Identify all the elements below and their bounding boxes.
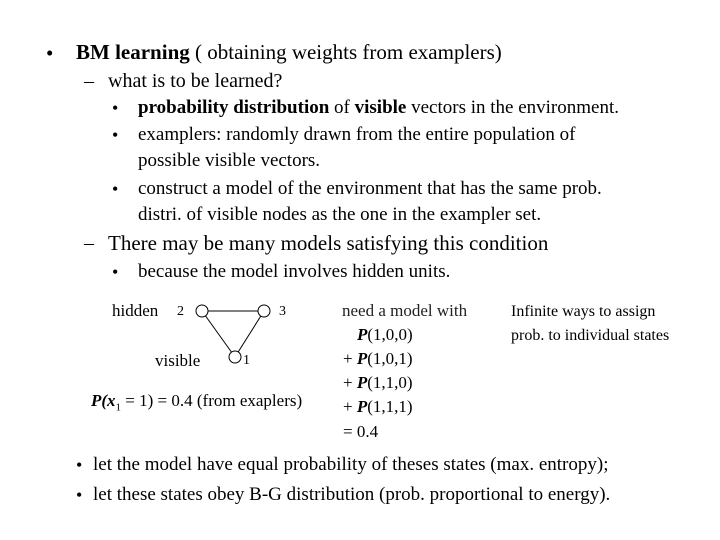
item3-line2: distri. of visible nodes as the one in the exampler set.	[138, 204, 542, 225]
model-term-3: + P(1,1,0)	[343, 373, 413, 392]
node-2-label: 2	[177, 304, 184, 319]
model-heading: need a model with	[342, 301, 468, 320]
eq-prefix: P(	[91, 391, 108, 410]
bullet-icon: •	[76, 485, 83, 505]
dash-icon: –	[84, 70, 94, 92]
bullet-icon: •	[46, 41, 54, 65]
bullet1-text	[76, 40, 502, 65]
node-3	[258, 305, 270, 317]
eq-sub: 1	[115, 401, 122, 414]
edge-2-1	[202, 311, 235, 357]
bullet1-bold: BM learning	[76, 40, 190, 64]
model-term-1: P(1,0,0)	[357, 325, 413, 344]
bullet-icon: •	[112, 179, 119, 199]
plus-sign: +	[343, 373, 353, 392]
item1-bold-2: visible	[354, 97, 407, 118]
subheading-1: what is to be learned?	[108, 70, 283, 92]
bottom-line-2: let these states obey B-G distribution (prob. proportional to energy).	[93, 484, 611, 505]
probability-equation	[91, 391, 302, 413]
hidden-label: hidden	[112, 301, 159, 320]
plus-sign: +	[343, 397, 353, 416]
term-2-text: (1,0,1)	[367, 349, 413, 368]
eq-rest: = 1) = 0.4 (from exaplers)	[125, 391, 303, 410]
item2-line2: possible visible vectors.	[138, 150, 321, 171]
bottom-line-1: let the model have equal probability of theses states (max. entropy);	[93, 454, 609, 475]
item1-rest: vectors in the environment.	[411, 97, 619, 118]
network-graph	[180, 295, 290, 370]
item2-line1: examplers: randomly drawn from the entire population of	[138, 124, 576, 145]
item4-line: because the model involves hidden units.	[138, 261, 451, 282]
node-1-label: 1	[243, 353, 250, 368]
node-2	[196, 305, 208, 317]
eq-var: x	[107, 391, 116, 410]
visible-label: visible	[155, 351, 201, 370]
plus-sign: +	[343, 349, 353, 368]
bullet-icon: •	[112, 125, 119, 145]
model-term-2: + P(1,0,1)	[343, 349, 413, 368]
term-4-text: (1,1,1)	[367, 397, 413, 416]
subheading-2: There may be many models satisfying this condition	[108, 231, 549, 255]
term-1-text: (1,0,0)	[367, 325, 413, 344]
bullet1-rest: ( obtaining weights from examplers)	[195, 40, 502, 64]
bullet-icon: •	[112, 98, 119, 118]
term-3-text: (1,1,0)	[367, 373, 413, 392]
item1-mid: of	[334, 97, 350, 118]
bullet-icon: •	[112, 262, 119, 282]
model-term-4: + P(1,1,1)	[343, 397, 413, 416]
node-1	[229, 351, 241, 363]
node-3-label: 3	[279, 304, 286, 319]
model-result: = 0.4	[343, 422, 379, 441]
dash-icon: –	[84, 232, 94, 254]
item3-line1: construct a model of the environment that has the same prob.	[138, 178, 602, 199]
bullet-icon: •	[76, 455, 83, 475]
note-infinite-ways: Infinite ways to assign prob. to individual states	[511, 303, 670, 344]
edge-3-1	[235, 311, 264, 357]
item1-bold-1: probability distribution	[138, 97, 330, 118]
item1-line	[138, 97, 619, 119]
